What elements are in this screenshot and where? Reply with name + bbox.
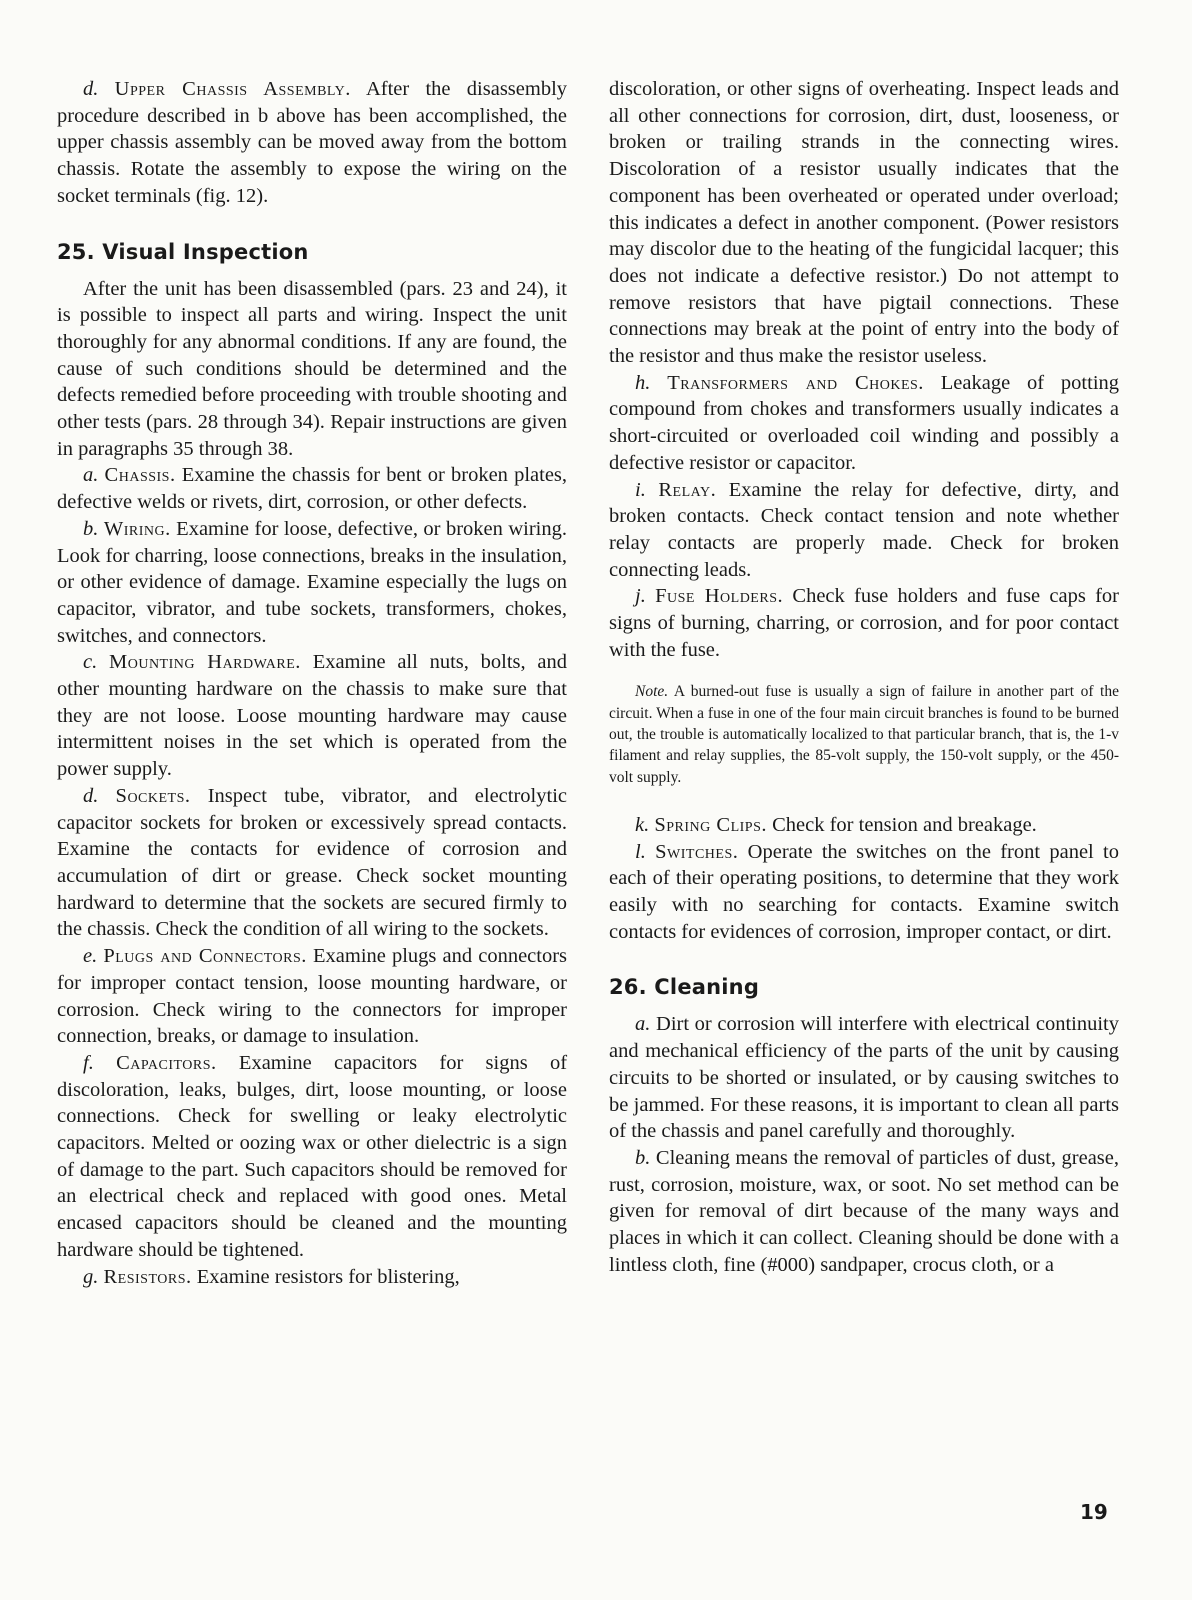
paragraph-cleaning-b: b. Cleaning means the removal of particles of dust, grease, rust, corrosion, moisture, wax, or soot. No set method can be given for removal of dirt because of the many ways and places in which it can collect. Cleaning should be done with a lintless cloth, fine (#000) sandpaper, crocus cloth, or a [609,1146,1120,1276]
paragraph-plugs-and-connectors: e. Plugs and Connectors. Examine plugs and connectors for improper contact tension, loose mounting hardware, or corrosion. Check wiring to the connectors for improper connection, breaks, or damage to insulation. [57,945,568,1048]
paragraph-upper-chassis-assembly: d. Upper Chassis Assembly. After the disassembly procedure described in b above has been accomplished, the upper chassis assembly can be moved away from the bottom chassis. Rotate the assembly to expose the wiring on the socket terminals (fig. 12). [57,78,568,207]
run-in-heading: Relay. [658,478,717,501]
paragraph-switches: l. Switches. Operate the switches on the front panel to each of their operating positions, to determine that they work easily with no searching for contacts. Examine switch contacts for evidences of corrosion, improper contact, or dirt. [609,840,1119,943]
right-column [609,76,1119,1279]
paragraph-wiring: b. Wiring. Examine for loose, defective, or broken wiring. Look for charring, loose connections, breaks in the insulation, or other evidence of damage. Examine especially the lugs on capacitor, vibrator, and tube sockets, transformers, chokes, switches, and connectors. [57,517,567,647]
run-in-heading: Fuse Holders. [655,585,784,608]
paragraph-capacitors: f. Capacitors. Examine capacitors for signs of discoloration, leaks, bulges, dirt, loose mounting, or loose connections. Check for swelling or leaky electrolytic capacitors. Melted or oozing wax or other dielectric is a sign of damage to the part. Such capacitors should be removed for an electrical check and replaced with good ones. Metal encased capacitors should be cleaned and the mounting hardware should be tightened. [57,1051,568,1261]
run-in-heading: Upper Chassis Assembly. [114,78,351,100]
run-in-heading: Wiring. [103,517,171,540]
paragraph-spring-clips: k. Spring Clips. Check for tension and breakage. [635,813,1037,836]
run-in-heading: Resistors. [103,1265,192,1288]
paragraph-fuse-holders: j. Fuse Holders. Check fuse holders and fuse caps for signs of burning, charring, or corrosion, and for poor contact with the fuse. [609,585,1120,661]
run-in-heading: Plugs and Connectors. [103,945,307,968]
note-label: Note. [635,683,669,701]
run-in-heading: Capacitors. [116,1051,217,1074]
paragraph-sockets: d. Sockets. Inspect tube, vibrator, and electrolytic capacitor sockets for broken or excessively spread contacts. Examine the contacts for evidence of corrosion and accumulation of dirt or grease. Check socket mounting hardward to determine that the sockets are secured firmly to the chassis. Check the condition of all wiring to the sockets. [57,784,567,941]
paragraph-transformers-and-chokes: h. Transformers and Chokes. Leakage of potting compound from chokes and transformers usually indicates a short-circuited or overloaded coil winding and possibly a defective resistor or capacitor. [609,371,1120,474]
run-in-heading: Spring Clips. [654,813,767,836]
paragraph-mounting-hardware: c. Mounting Hardware. Examine all nuts, bolts, and other mounting hardware on the chassis to make sure that they are not loose. Loose mounting hardware may cause intermittent noises in the set which is operated from the power supply. [57,651,567,781]
run-in-heading: Transformers and Chokes. [667,371,924,394]
left-column [57,76,567,1290]
section-heading-cleaning: 26. Cleaning [609,975,760,1000]
paragraph-chassis: a. Chassis. Examine the chassis for bent or broken plates, defective welds or rivets, dirt, corrosion, or other defects. [57,464,568,514]
note-fuse: Note. A burned-out fuse is usually a sign of failure in another part of the circuit. When a fuse in one of the four main circuit branches is found to be burned out, the trouble is automatically localized to that particular branch, that is, the 1-v filament and relay supplies, the 85-volt supply, the 150-volt supply, or the 450-volt supply. [609,683,1119,786]
page-number: 19 [1080,1500,1108,1524]
paragraph-relay: i. Relay. Examine the relay for defective, dirty, and broken contacts. Check contact tension and note whether relay contacts are properly made. Check for broken connecting leads. [609,478,1120,581]
run-in-heading: Mounting Hardware. [109,651,301,674]
run-in-heading: Sockets. [115,784,191,807]
paragraph-resistors: g. Resistors. Examine resistors for blistering, [83,1265,460,1288]
paragraph-cleaning-a: a. Dirt or corrosion will interfere with electrical continuity and mechanical efficiency of the parts of the unit by causing circuits to be shorted or insulated, or by causing switches to be jammed. For these reasons, it is important to clean all parts of the chassis and panel carefully and thoroughly. [609,1013,1119,1143]
run-in-heading: Chassis. [104,464,176,487]
paragraph-visual-inspection-intro: After the unit has been disassembled (pars. 23 and 24), it is possible to inspect all parts and wiring. Inspect the unit thoroughly for any abnormal conditions. If any are found, the cause of such conditions should be determined and the defects remedied before proceeding with trouble shooting and other tests (pars. 28 through 34). Repair instructions are given in paragraphs 35 through 38. [57,277,567,460]
run-in-heading: Switches. [655,840,739,863]
paragraph-resistors-continued: discoloration, or other signs of overheating. Inspect leads and all other connections for corrosion, dirt, dust, looseness, or broken or trailing strands in the connecting wires. Discoloration of a resistor usually indicates that the component has been overheated or operated under overload; this indicates a defect in another component. (Power resistors may discolor due to the heating of the fungicidal lacquer; this does not indicate a defective resistor.) Do not attempt to remove resistors that have pigtail connections. These connections may break at the point of entry into the body of the resistor and thus make the resistor useless. [609,78,1119,368]
section-heading-visual-inspection: 25. Visual Inspection [57,239,309,264]
